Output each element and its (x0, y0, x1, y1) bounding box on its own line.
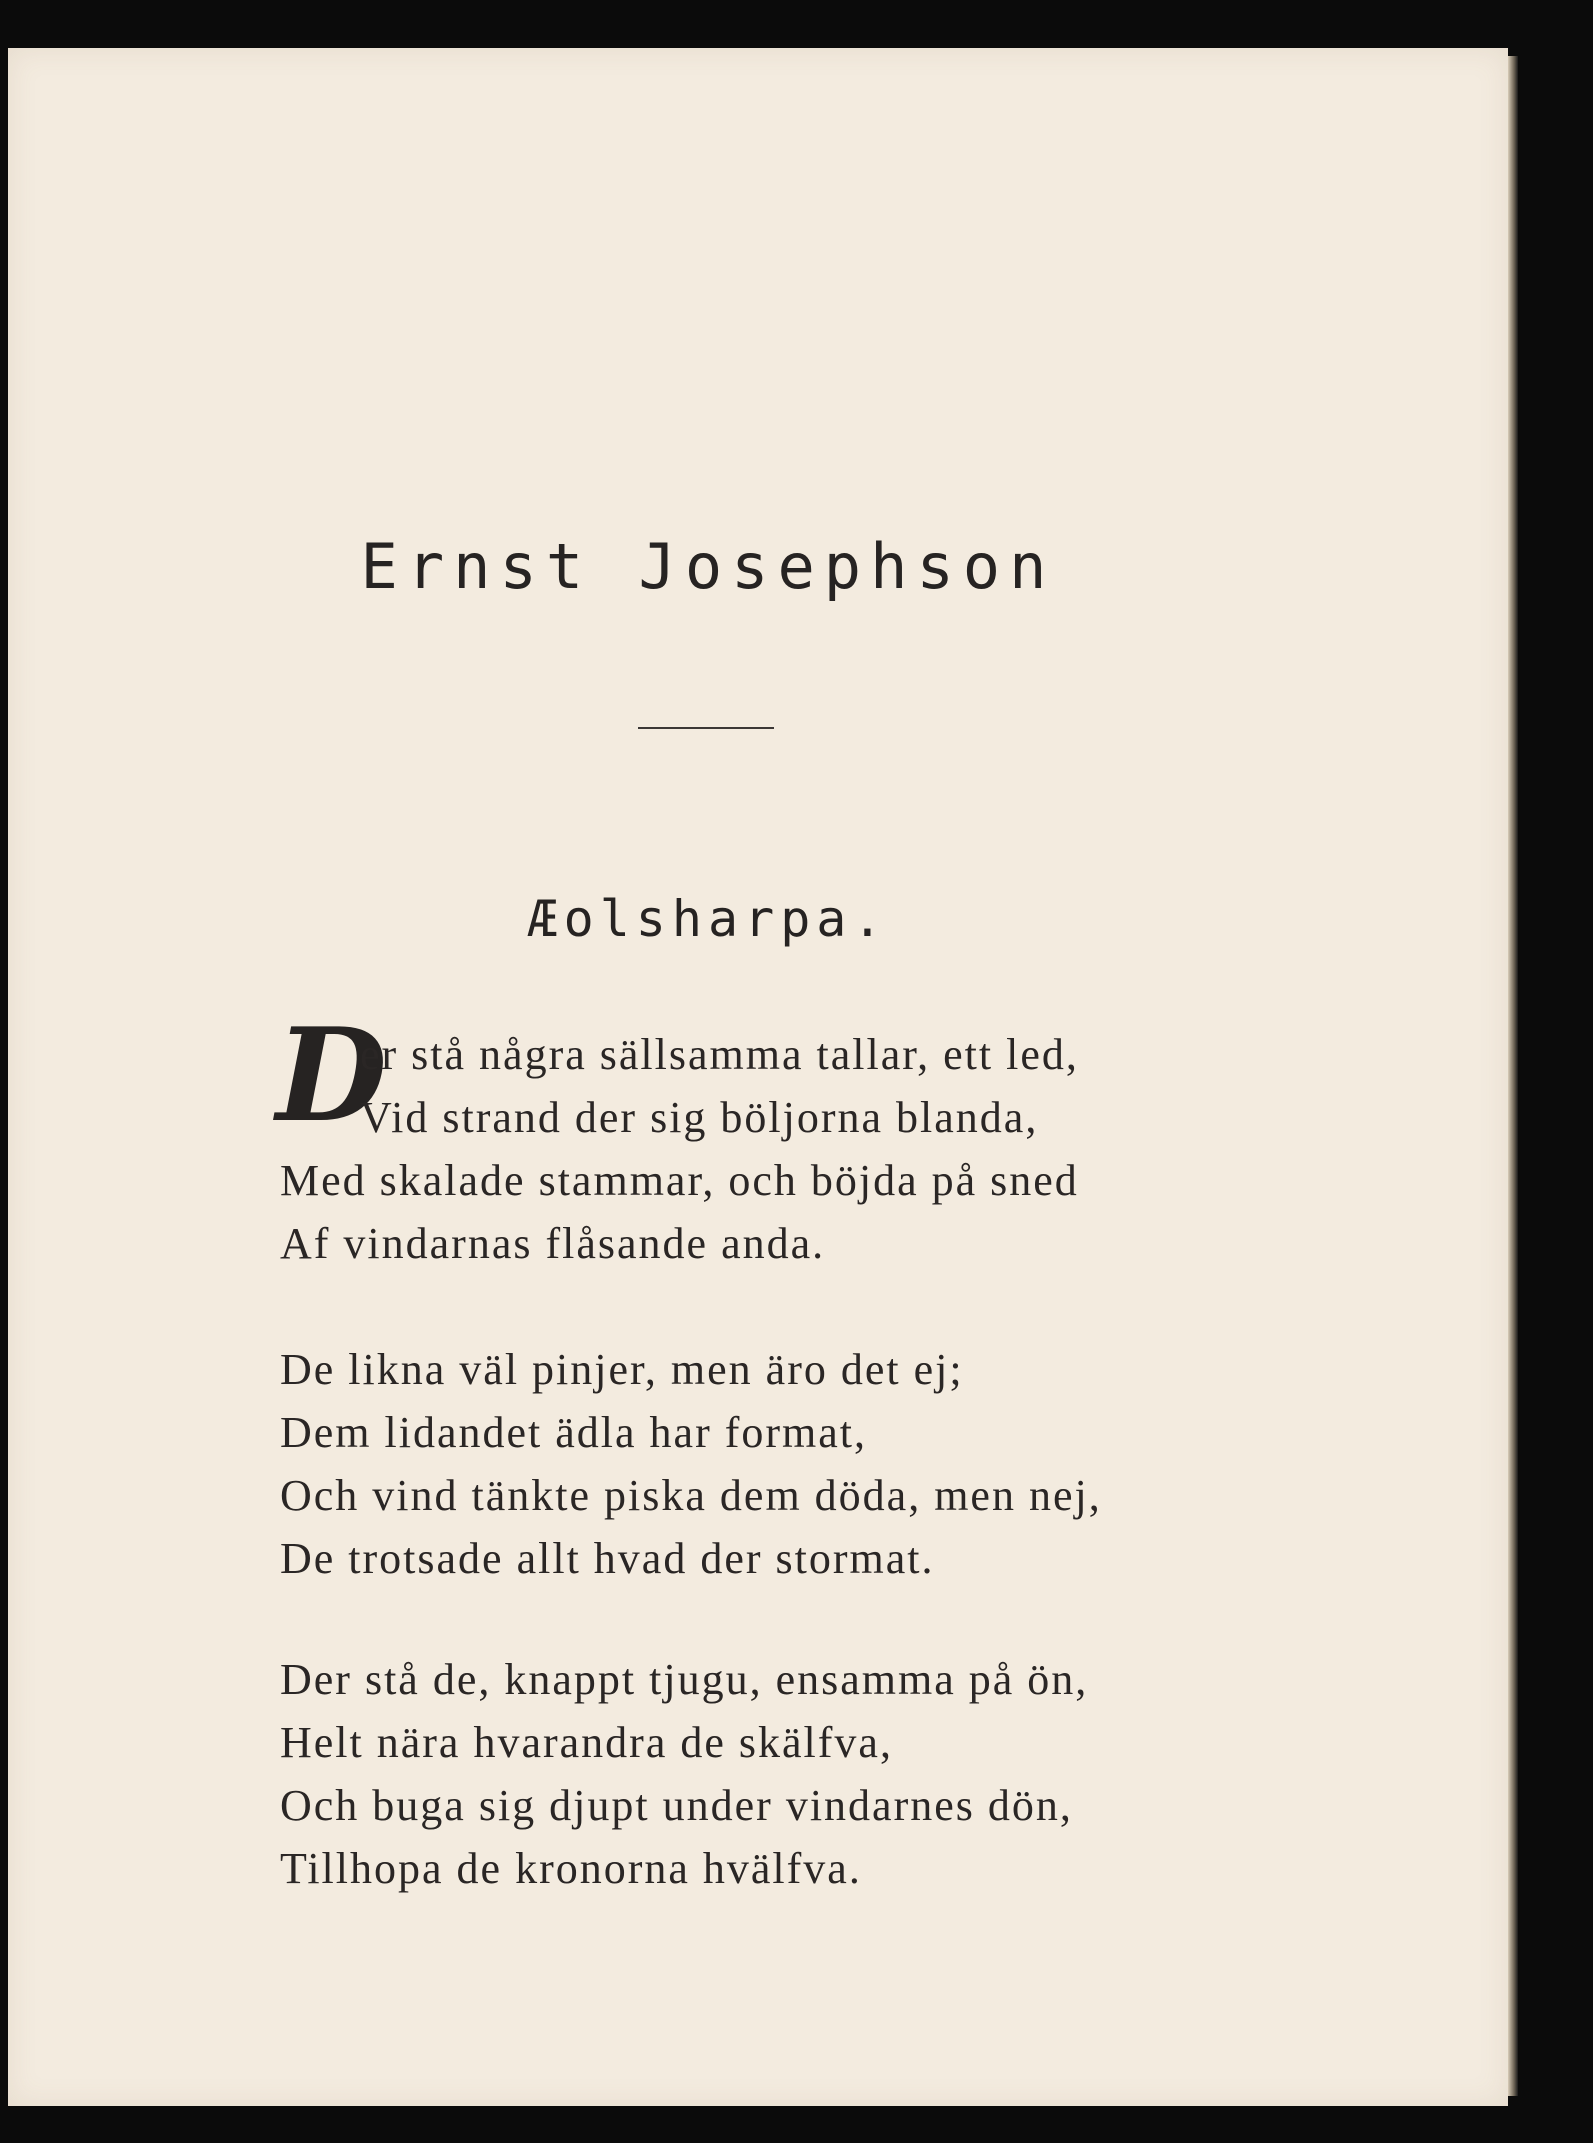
poem-line-6: Dem lidandet ädla har format, (280, 1408, 868, 1457)
page-fore-edge (1508, 56, 1518, 2096)
poem-line-1: er stå några sällsamma tallar, ett led, (360, 1030, 1079, 1079)
poem-line-9: Der stå de, knappt tjugu, ensamma på ön, (280, 1655, 1089, 1704)
poem-line-12: Tillhopa de kronorna hvälfva. (280, 1844, 862, 1893)
drop-cap: D (276, 1001, 387, 1151)
paper-page (8, 48, 1508, 2106)
author-heading: Ernst Josephson (360, 530, 1056, 603)
poem-line-2: Vid strand der sig böljorna blanda, (360, 1093, 1039, 1142)
poem-title: Æolsharpa. (527, 890, 889, 948)
poem-line-3: Med skalade stammar, och böjda på sned (280, 1156, 1079, 1205)
poem-line-4: Af vindarnas flåsande anda. (280, 1219, 826, 1268)
poem-line-11: Och buga sig djupt under vindarnes dön, (280, 1781, 1073, 1830)
poem-line-8: De trotsade allt hvad der stormat. (280, 1534, 935, 1583)
poem-line-10: Helt nära hvarandra de skälfva, (280, 1718, 893, 1767)
title-divider-rule (638, 727, 774, 729)
poem-line-5: De likna väl pinjer, men äro det ej; (280, 1345, 964, 1394)
poem-line-7: Och vind tänkte piska dem döda, men nej, (280, 1471, 1102, 1520)
